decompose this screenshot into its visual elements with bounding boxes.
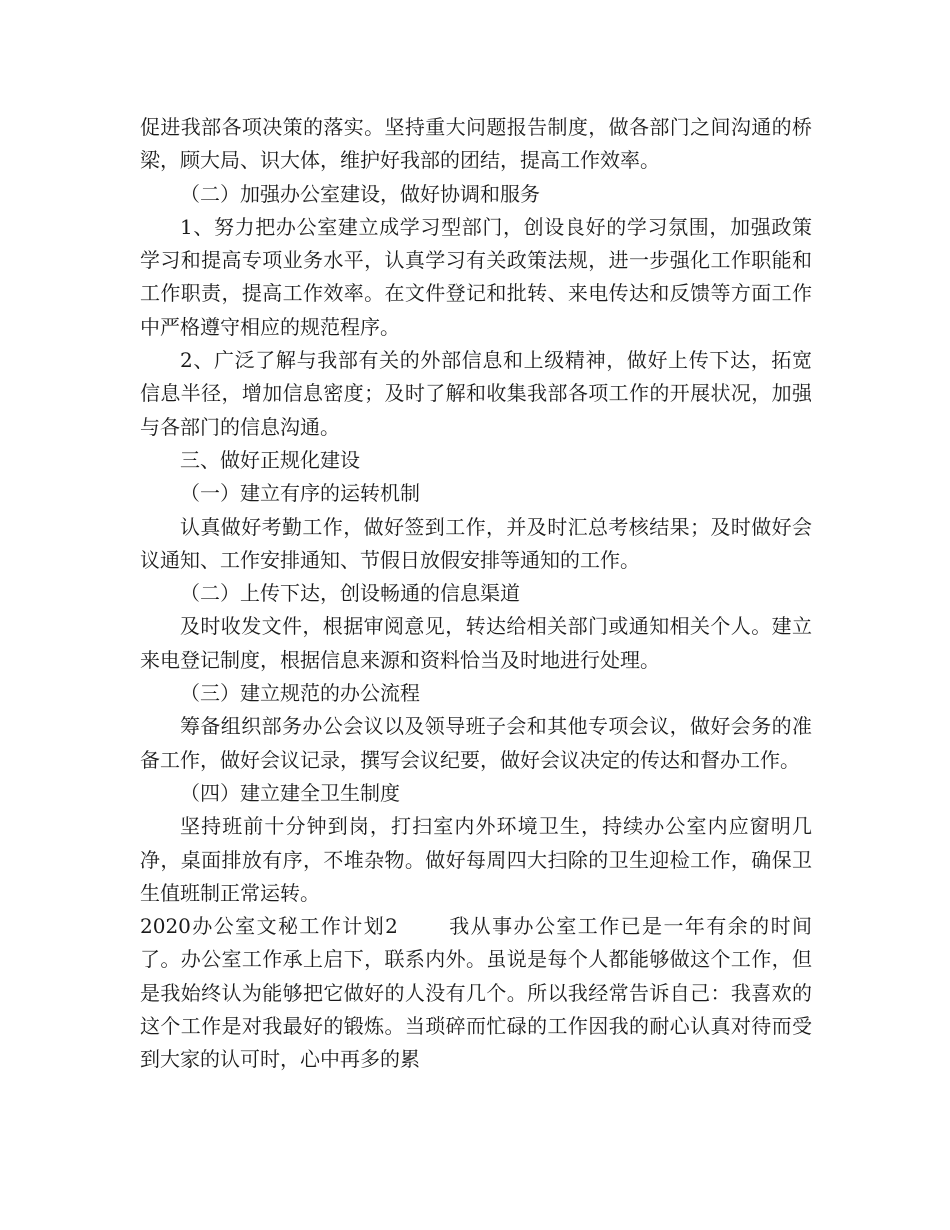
paragraph: 及时收发文件，根据审阅意见，转达给相关部门或通知相关个人。建立来电登记制度，根据信息来源和资料恰当及时地进行处理。: [140, 614, 812, 672]
paragraph: 坚持班前十分钟到岗，打扫室内外环境卫生，持续办公室内应窗明几净，桌面排放有序，不堆杂物。做好每周四大扫除的卫生迎检工作，确保卫生值班制正常运转。: [140, 814, 812, 905]
section-heading: （四）建立建全卫生制度: [180, 780, 400, 805]
paragraph: 筹备组织部务办公会议以及领导班子会和其他专项会议，做好会务的准备工作，做好会议记录，撰写会议纪要，做好会议决定的传达和督办工作。: [140, 714, 812, 772]
section-heading: （三）建立规范的办公流程: [180, 681, 420, 706]
plan-intro-text: 我从事办公室工作已是一年有余的时间了。办公室工作承上启下，联系内外。虽说是每个人都能够做这个工作，但是我始终认为能够把它做好的人没有几个。所以我经常告诉自己：我喜欢的这个工作是对我最好的锻炼。当琐碎而忙碌的工作因我的耐心认真对待而受到大家的认可时，心中再多的累: [140, 914, 813, 1072]
paragraph: 促进我部各项决策的落实。坚持重大问题报告制度，做各部门之间沟通的桥梁，顾大局、识大体，维护好我部的团结，提高工作效率。: [140, 115, 812, 173]
document-body: [140, 111, 812, 1077]
plan-title: 2020办公室文秘工作计划2: [140, 914, 398, 939]
paragraph: 认真做好考勤工作，做好签到工作，并及时汇总考核结果；及时做好会议通知、工作安排通知、节假日放假安排等通知的工作。: [140, 514, 812, 572]
section-heading: （二）加强办公室建设，做好协调和服务: [180, 181, 540, 206]
section-heading: （一）建立有序的运转机制: [180, 481, 420, 506]
paragraph: 1、努力把办公室建立成学习型部门，创设良好的学习氛围，加强政策学习和提高专项业务水平，认真学习有关政策法规，进一步强化工作职能和工作职责，提高工作效率。在文件登记和批转、来电传达和反馈等方面工作中严格遵守相应的规范程序。: [140, 214, 812, 339]
section-heading: （二）上传下达，创设畅通的信息渠道: [180, 581, 520, 606]
final-paragraph: [140, 910, 812, 1076]
section-heading: 三、做好正规化建设: [180, 447, 360, 472]
paragraph: 2、广泛了解与我部有关的外部信息和上级精神，做好上传下达，拓宽信息半径，增加信息密度；及时了解和收集我部各项工作的开展状况，加强与各部门的信息沟通。: [140, 348, 812, 439]
